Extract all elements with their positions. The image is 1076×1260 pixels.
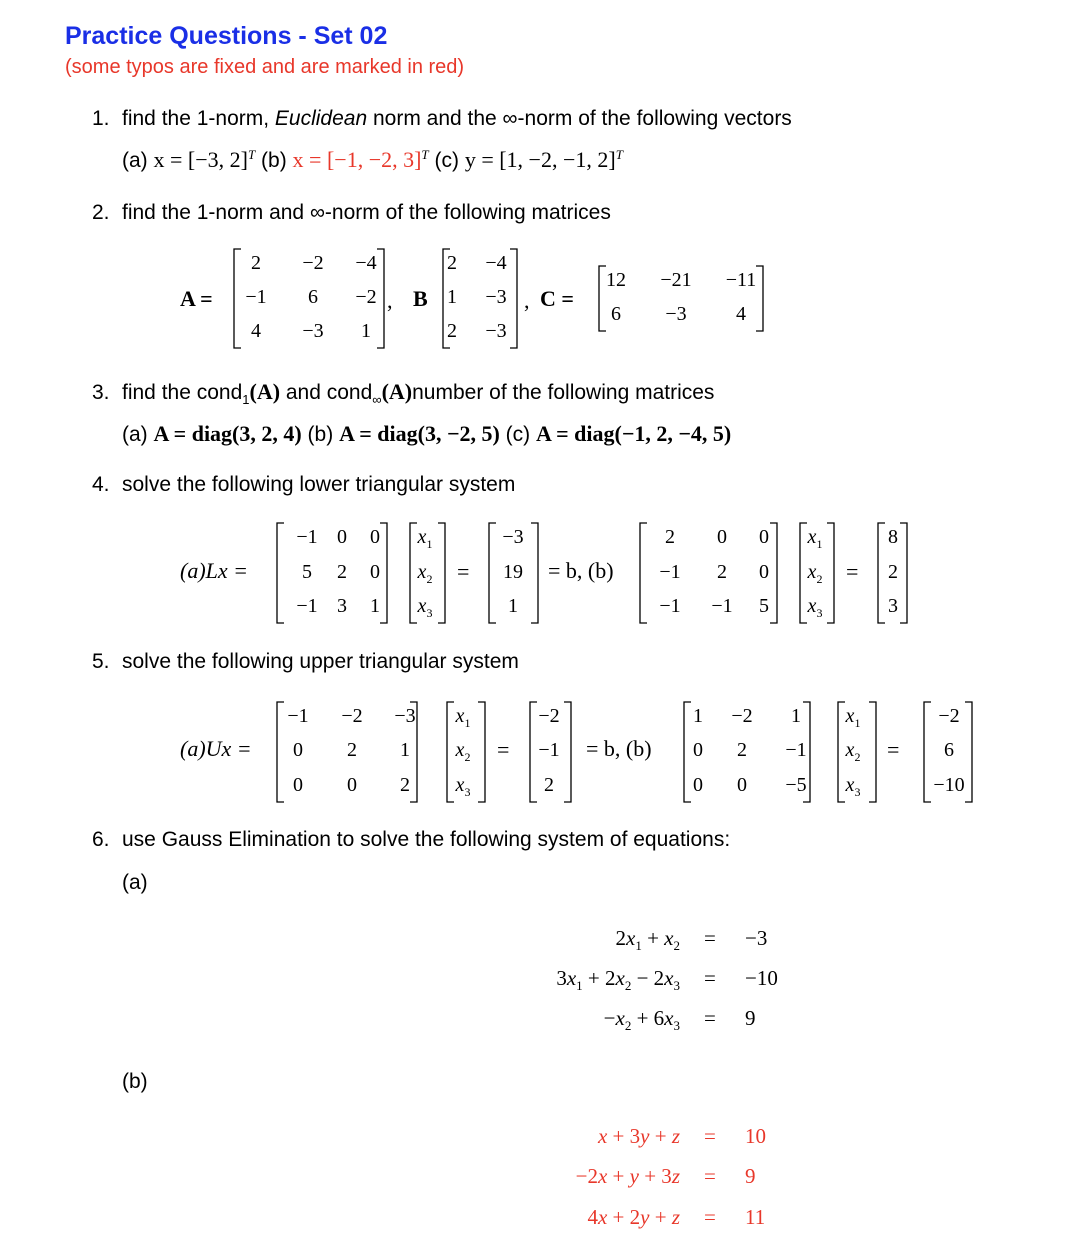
matrix-cell: 0 (347, 774, 357, 796)
matrix-symbol: (A) (381, 379, 413, 404)
question-text: and cond (280, 381, 373, 404)
matrix-cell: −2 (731, 705, 753, 727)
matrix-cell: 12 (606, 269, 626, 291)
matrix-cell: $x_2$ (807, 561, 823, 586)
question-number: 2. (92, 201, 110, 224)
part-label: (a) (122, 423, 154, 446)
transpose-sup: T (421, 147, 429, 162)
matrix-cell: 1 (361, 320, 371, 342)
part-label: (c) (428, 149, 465, 172)
equals-sign: = (704, 1164, 716, 1188)
matrix-cell: −4 (355, 252, 377, 274)
equation-lhs: $-x_2 + 6x_3$ (603, 1006, 680, 1034)
matrix-cell: 0 (293, 739, 303, 761)
matrix-cell: 3 (337, 595, 347, 617)
equals-sign: = (704, 926, 716, 950)
matrix-cell: −2 (538, 705, 560, 727)
matrix-cell: −3 (665, 303, 687, 325)
equation-rhs: −3 (745, 926, 768, 950)
matrix-cell: 2 (251, 252, 261, 274)
matrix-cell: −10 (933, 774, 965, 796)
matrix-cell: 8 (888, 526, 898, 548)
matrix-cell: −1 (245, 286, 267, 308)
matrix-cell: 0 (370, 526, 380, 548)
bracket (443, 249, 517, 348)
vector-b-corrected: x = [−1, −2, 3] (292, 147, 422, 172)
matrix-A-label: A = (180, 286, 213, 311)
bracket (234, 249, 384, 348)
subscript: ∞ (372, 392, 382, 408)
equation-rhs: −10 (745, 966, 778, 990)
matrix-cell: 2 (400, 774, 410, 796)
matrix-cell: 2 (717, 561, 727, 583)
bracket (838, 702, 876, 802)
part-label: (a) (122, 149, 154, 172)
matrix-cell: 6 (611, 303, 621, 325)
bracket (410, 523, 445, 623)
question-text: norm and the ∞-norm of the following vectors (367, 107, 792, 130)
matrix-cell: −3 (485, 286, 507, 308)
matrix-cell: 1 (400, 739, 410, 761)
page-subtitle: (some typos are fixed and are marked in red) (65, 56, 465, 78)
matrix-cell: −1 (538, 739, 560, 761)
comma: , (524, 288, 530, 313)
system-a-label: (a)Lx = (180, 558, 248, 583)
matrix-cell: 1 (791, 705, 801, 727)
question-text: find the cond (122, 381, 243, 404)
matrix-cell: 0 (293, 774, 303, 796)
matrix-cell: 2 (544, 774, 554, 796)
vector-c: y = [1, −2, −1, 2] (464, 147, 616, 172)
matrix-cell: 0 (337, 526, 347, 548)
part-label: (b) (301, 423, 340, 446)
matrix-cell: $x_2$ (455, 739, 471, 764)
question-text: use Gauss Elimination to solve the following system of equations: (122, 828, 731, 851)
equation-rhs: 10 (745, 1124, 766, 1148)
matrix-cell: 2 (447, 252, 457, 274)
matrix-cell: 2 (337, 561, 347, 583)
matrix-cell: 0 (759, 526, 769, 548)
diag-b: A = diag(3, −2, 5) (339, 421, 500, 446)
matrix-cell: −21 (660, 269, 692, 291)
question-text: solve the following lower triangular system (122, 473, 516, 496)
matrix-symbol: (A) (249, 379, 281, 404)
transpose-sup: T (615, 147, 623, 162)
question-text-emphasis: Euclidean (274, 107, 368, 130)
equals-sign: = (887, 737, 900, 762)
question-number: 4. (92, 473, 110, 496)
matrix-cell: −1 (659, 595, 681, 617)
matrix-cell: −11 (725, 269, 757, 291)
matrix-cell: $x_3$ (417, 595, 433, 620)
matrix-cell: −4 (485, 252, 507, 274)
matrix-cell: 5 (302, 561, 312, 583)
bracket (878, 523, 907, 623)
equals-sign: = (704, 1006, 716, 1030)
system-b-label: = b, (b) (548, 558, 614, 583)
matrix-cell: 6 (308, 286, 318, 308)
equals-sign: = (497, 737, 510, 762)
vector-a: x = [−3, 2] (153, 147, 248, 172)
matrix-cell: 4 (251, 320, 261, 342)
matrix-cell: −2 (355, 286, 377, 308)
bracket (530, 702, 571, 802)
matrix-cell: 0 (693, 739, 703, 761)
matrix-cell: 4 (736, 303, 746, 325)
matrix-cell: −1 (296, 595, 318, 617)
matrix-cell: $x_1$ (807, 526, 823, 551)
matrix-cell: 1 (370, 595, 380, 617)
matrix-cell: −5 (785, 774, 807, 796)
matrix-cell: $x_2$ (417, 561, 433, 586)
equals-sign: = (457, 559, 470, 584)
equation-lhs: $2x_1 + x_2$ (615, 926, 680, 954)
matrix-cell: 2 (737, 739, 747, 761)
bracket (489, 523, 538, 623)
matrix-cell: −3 (485, 320, 507, 342)
matrix-C-label: C = (540, 286, 574, 311)
matrix-cell: −1 (711, 595, 733, 617)
equation-rhs: 9 (745, 1164, 756, 1188)
system-a-label: (a)Ux = (180, 736, 252, 761)
matrix-cell: 6 (944, 739, 954, 761)
question-text: number of the following matrices (412, 381, 715, 404)
question-number: 5. (92, 650, 110, 673)
equation-lhs: 4x + 2y + z (587, 1205, 680, 1229)
equation-lhs: x + 3y + z (597, 1124, 680, 1148)
equation-rhs: 11 (745, 1205, 766, 1229)
matrix-cell: 3 (888, 595, 898, 617)
matrix-cell: 0 (737, 774, 747, 796)
bracket (684, 702, 810, 802)
matrix-cell: 1 (447, 286, 457, 308)
matrix-cell: 2 (888, 561, 898, 583)
matrix-cell: −2 (341, 705, 363, 727)
matrix-cell: −1 (287, 705, 309, 727)
matrix-B-label: B (413, 286, 428, 311)
matrix-cell: 1 (693, 705, 703, 727)
matrix-cell: −1 (296, 526, 318, 548)
matrix-cell: 19 (503, 561, 523, 583)
bracket (800, 523, 834, 623)
part-label: (c) (499, 423, 536, 446)
part-a-label: (a) (122, 871, 148, 894)
equation-lhs: −2x + y + 3z (575, 1164, 680, 1188)
matrix-cell: 5 (759, 595, 769, 617)
transpose-sup: T (247, 147, 256, 162)
system-b-label: = b, (b) (586, 736, 652, 761)
matrix-cell: −1 (785, 739, 807, 761)
question-number: 6. (92, 828, 110, 851)
bracket (599, 266, 763, 331)
equation-rhs: 9 (745, 1006, 756, 1030)
matrix-cell: −3 (502, 526, 524, 548)
matrix-cell: −2 (302, 252, 324, 274)
diag-a: A = diag(3, 2, 4) (153, 421, 302, 446)
question-number: 3. (92, 381, 110, 404)
question-text: solve the following upper triangular system (122, 650, 519, 673)
bracket (924, 702, 972, 802)
bracket (447, 702, 485, 802)
matrix-cell: −1 (659, 561, 681, 583)
equals-sign: = (846, 559, 859, 584)
matrix-cell: 0 (693, 774, 703, 796)
matrix-cell: $x_1$ (845, 705, 861, 730)
matrix-cell: 0 (759, 561, 769, 583)
part-label: (b) (255, 149, 293, 172)
matrix-cell: $x_1$ (417, 526, 433, 551)
matrix-cell: 1 (508, 595, 518, 617)
matrix-cell: 2 (347, 739, 357, 761)
matrix-cell: $x_3$ (455, 774, 471, 799)
matrix-cell: 2 (665, 526, 675, 548)
equals-sign: = (704, 1124, 716, 1148)
equals-sign: = (704, 1205, 716, 1229)
equals-sign: = (704, 966, 716, 990)
matrix-cell: $x_1$ (455, 705, 471, 730)
bracket (277, 702, 417, 802)
matrix-cell: $x_3$ (845, 774, 861, 799)
matrix-cell: 2 (447, 320, 457, 342)
matrix-cell: 0 (717, 526, 727, 548)
matrix-cell: $x_2$ (845, 739, 861, 764)
comma: , (387, 288, 393, 313)
question-number: 1. (92, 107, 110, 130)
matrix-cell: $x_3$ (807, 595, 823, 620)
question-text: find the 1-norm, (122, 107, 275, 130)
part-b-label: (b) (122, 1070, 148, 1093)
question-text: find the 1-norm and ∞-norm of the following matrices (122, 201, 611, 224)
page-title: Practice Questions - Set 02 (65, 22, 388, 50)
bracket (277, 523, 387, 623)
diag-c: A = diag(−1, 2, −4, 5) (535, 421, 732, 446)
matrix-cell: −3 (302, 320, 324, 342)
bracket (640, 523, 777, 623)
matrix-cell: −3 (394, 705, 416, 727)
matrix-cell: 0 (370, 561, 380, 583)
equation-lhs: $3x_1 + 2x_2 - 2x_3$ (556, 966, 680, 994)
matrix-cell: −2 (938, 705, 960, 727)
subscript: 1 (242, 392, 250, 408)
